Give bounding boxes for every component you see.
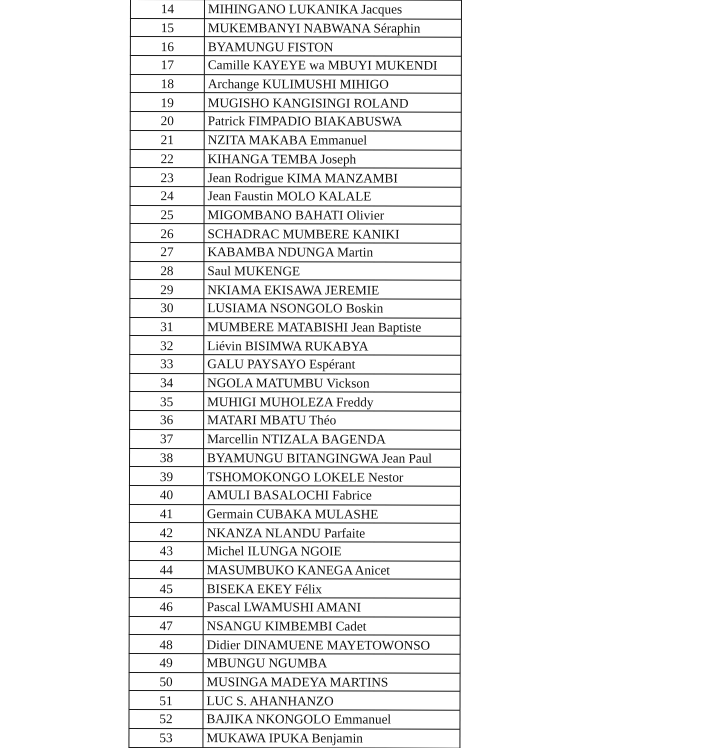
row-number: 37 [130, 429, 204, 448]
person-name: SCHADRAC MUMBERE KANIKI [204, 224, 461, 243]
row-number: 29 [130, 280, 204, 299]
row-number: 18 [130, 74, 204, 93]
row-number: 45 [129, 579, 203, 598]
person-name: MUMBERE MATABISHI Jean Baptiste [204, 317, 461, 336]
names-table [128, 0, 462, 748]
row-number: 20 [130, 112, 204, 131]
row-number: 23 [130, 168, 204, 187]
person-name: LUC S. AHANHANZO [203, 691, 460, 710]
table-row [130, 18, 461, 37]
person-name: Saul MUKENGE [204, 261, 461, 280]
row-number: 50 [129, 672, 203, 691]
person-name: BISEKA EKEY Félix [203, 579, 460, 598]
table-row [129, 672, 460, 691]
table-row [129, 504, 460, 523]
table-row [130, 373, 461, 392]
row-number: 40 [129, 485, 203, 504]
person-name: AMULI BASALOCHI Fabrice [203, 486, 460, 505]
row-number: 15 [130, 18, 204, 37]
person-name: Liévin BISIMWA RUKABYA [204, 336, 461, 355]
table-row [129, 467, 460, 486]
table-row [130, 112, 461, 131]
table-row [130, 336, 461, 355]
person-name: KABAMBA NDUNGA Martin [204, 243, 461, 262]
table-row [129, 635, 460, 654]
row-number: 24 [130, 186, 204, 205]
person-name: NZITA MAKABA Emmanuel [204, 130, 461, 149]
table-row [130, 186, 461, 205]
person-name: MBUNGU NGUMBA [203, 654, 460, 673]
row-number: 32 [130, 336, 204, 355]
table-row [130, 429, 461, 448]
table-row [129, 728, 460, 747]
row-number: 52 [129, 710, 203, 729]
person-name: Jean Rodrigue KIMA MANZAMBI [204, 168, 461, 187]
row-number: 19 [130, 93, 204, 112]
table-row [130, 149, 461, 168]
person-name: GALU PAYSAYO Espérant [204, 355, 461, 374]
person-name: KIHANGA TEMBA Joseph [204, 149, 461, 168]
person-name: MUKAWA IPUKA Benjamin [203, 728, 460, 747]
person-name: LUSIAMA NSONGOLO Boskin [204, 299, 461, 318]
person-name: NGOLA MATUMBU Vickson [204, 373, 461, 392]
row-number: 41 [129, 504, 203, 523]
row-number: 26 [130, 224, 204, 243]
row-number: 14 [130, 0, 204, 18]
table-row [130, 93, 461, 112]
row-number: 47 [129, 616, 203, 635]
person-name: Michel ILUNGA NGOIE [203, 542, 460, 561]
row-number: 51 [129, 691, 203, 710]
row-number: 34 [130, 373, 204, 392]
table-row [130, 0, 461, 19]
person-name: MUSINGA MADEYA MARTINS [203, 672, 460, 691]
row-number: 39 [129, 467, 203, 486]
row-number: 27 [130, 242, 204, 261]
person-name: NKANZA NLANDU Parfaite [203, 523, 460, 542]
row-number: 17 [130, 56, 204, 75]
table-row [130, 205, 461, 224]
table-row [130, 392, 461, 411]
person-name: MASUMBUKO KANEGA Anicet [203, 560, 460, 579]
row-number: 16 [130, 37, 204, 56]
person-name: NSANGU KIMBEMBI Cadet [203, 616, 460, 635]
row-number: 38 [130, 448, 204, 467]
table-row [129, 710, 460, 729]
person-name: MATARI MBATU Théo [204, 411, 461, 430]
table-row [130, 37, 461, 56]
table-row [130, 168, 461, 187]
person-name: Camille KAYEYE wa MBUYI MUKENDI [204, 56, 461, 75]
table-row [130, 411, 461, 430]
row-number: 43 [129, 541, 203, 560]
person-name: MUKEMBANYI NABWANA Séraphin [204, 18, 461, 37]
person-name: NKIAMA EKISAWA JEREMIE [204, 280, 461, 299]
table-row [129, 579, 460, 598]
row-number: 30 [130, 299, 204, 318]
row-number: 42 [129, 523, 203, 542]
person-name: Patrick FIMPADIO BIAKABUSWA [204, 112, 461, 131]
table-row [130, 74, 461, 93]
row-number: 36 [130, 411, 204, 430]
row-number: 44 [129, 560, 203, 579]
table-row [130, 299, 461, 318]
table-row [129, 541, 460, 560]
row-number: 48 [129, 635, 203, 654]
row-number: 28 [130, 261, 204, 280]
table-row [130, 242, 461, 261]
table-row [129, 616, 460, 635]
row-number: 22 [130, 149, 204, 168]
person-name: Didier DINAMUENE MAYETOWONSO [203, 635, 460, 654]
table-row [129, 654, 460, 673]
table-row [129, 485, 460, 504]
table-row [129, 597, 460, 616]
table-row [130, 280, 461, 299]
row-number: 33 [130, 355, 204, 374]
person-name: Germain CUBAKA MULASHE [203, 504, 460, 523]
person-name: Jean Faustin MOLO KALALE [204, 187, 461, 206]
row-number: 21 [130, 130, 204, 149]
table-row [129, 560, 460, 579]
names-table-body [129, 0, 462, 748]
person-name: BYAMUNGU BITANGINGWA Jean Paul [204, 448, 461, 467]
table-row [130, 56, 461, 75]
person-name: BAJIKA NKONGOLO Emmanuel [203, 710, 460, 729]
person-name: MIGOMBANO BAHATI Olivier [204, 205, 461, 224]
table-row [129, 523, 460, 542]
person-name: TSHOMOKONGO LOKELE Nestor [203, 467, 460, 486]
row-number: 46 [129, 597, 203, 616]
table-row [130, 224, 461, 243]
row-number: 49 [129, 654, 203, 673]
row-number: 31 [130, 317, 204, 336]
person-name: Marcellin NTIZALA BAGENDA [204, 429, 461, 448]
person-name: MUGISHO KANGISINGI ROLAND [204, 93, 461, 112]
table-row [129, 691, 460, 710]
person-name: MUHIGI MUHOLEZA Freddy [204, 392, 461, 411]
row-number: 35 [130, 392, 204, 411]
table-row [130, 130, 461, 149]
table-row [130, 317, 461, 336]
row-number: 53 [129, 728, 203, 747]
person-name: Pascal LWAMUSHI AMANI [203, 598, 460, 617]
person-name: Archange KULIMUSHI MIHIGO [204, 74, 461, 93]
person-name: BYAMUNGU FISTON [204, 37, 461, 56]
row-number: 25 [130, 205, 204, 224]
table-row [130, 355, 461, 374]
table-row [130, 448, 461, 467]
table-row [130, 261, 461, 280]
person-name: MIHINGANO LUKANIKA Jacques [204, 0, 461, 19]
